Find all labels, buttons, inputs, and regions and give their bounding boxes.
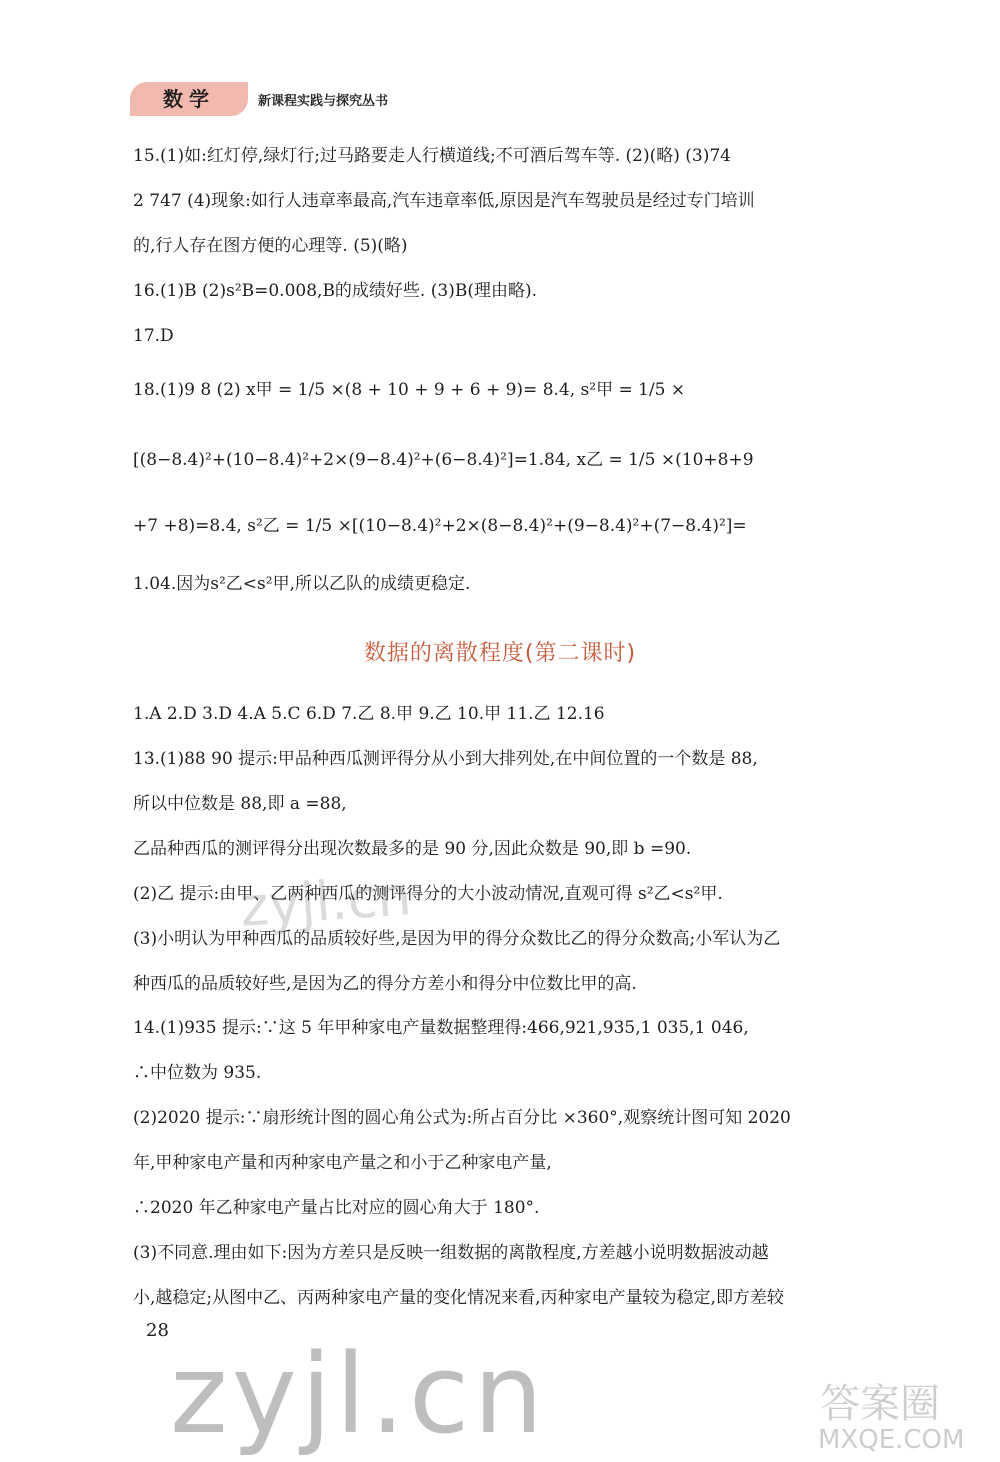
series-title: 新课程实践与探究丛书: [258, 94, 389, 109]
text-line: (3)不同意.理由如下:因为方差只是反映一组数据的离散程度,方差越小说明数据波动越: [133, 1243, 769, 1263]
text-line: 18.(1)9 8 (2) x甲 = 1/5 ×(8 + 10 + 9 + 6 + 9)= 8.4, s²甲 = 1/5 ×: [133, 380, 686, 400]
text-line: 1.A 2.D 3.D 4.A 5.C 6.D 7.乙 8.甲 9.乙 10.甲 11.乙 12.16: [133, 704, 605, 724]
text-line: 种西瓜的品质较好些,是因为乙的得分方差小和得分中位数比甲的高.: [133, 974, 637, 994]
text-line: ∴2020 年乙种家电产量占比对应的圆心角大于 180°.: [133, 1198, 540, 1218]
text-line: 14.(1)935 提示:∵这 5 年甲种家电产量数据整理得:466,921,935,1 035,1 046,: [133, 1018, 749, 1038]
text-line: 乙品种西瓜的测评得分出现次数最多的是 90 分,因此众数是 90,即 b =90.: [133, 839, 692, 859]
section-title: 数据的离散程度(第二课时): [363, 641, 637, 666]
page-header: [130, 82, 430, 116]
text-line: ∴中位数为 935.: [133, 1063, 262, 1083]
text-line: 所以中位数是 88,即 a =88,: [133, 794, 347, 814]
text-line: 的,行人存在图方便的心理等. (5)(略): [133, 236, 408, 256]
text-line: (3)小明认为甲种西瓜的品质较好些,是因为甲的得分众数比乙的得分众数高;小军认为乙: [133, 929, 781, 949]
text-line: [(8−8.4)²+(10−8.4)²+2×(9−8.4)²+(6−8.4)²]=1.84, x乙 = 1/5 ×(10+8+9: [133, 450, 754, 470]
text-line: (2)乙 提示:由甲、乙两种西瓜的测评得分的大小波动情况,直观可得 s²乙<s²甲.: [133, 884, 723, 904]
watermark-corner-logo: 答案圈: [820, 1381, 940, 1427]
text-line: 2 747 (4)现象:如行人违章率最高,汽车违章率低,原因是汽车驾驶员是经过专门培训: [133, 191, 755, 211]
watermark-center: zyjl.cn: [238, 864, 414, 939]
subject-label: 数学: [163, 87, 215, 111]
text-line: 年,甲种家电产量和丙种家电产量之和小于乙种家电产量,: [133, 1153, 552, 1173]
page-number: 28: [146, 1320, 169, 1341]
watermark-bottom: zyjl.cn: [170, 1330, 548, 1458]
text-line: +7 +8)=8.4, s²乙 = 1/5 ×[(10−8.4)²+2×(8−8.4)²+(9−8.4)²+(7−8.4)²]=: [133, 516, 747, 536]
text-line: (2)2020 提示:∵扇形统计图的圆心角公式为:所占百分比 ×360°,观察统计图可知 2020: [133, 1108, 791, 1128]
watermark-corner-url: MXQE.COM: [818, 1425, 965, 1455]
text-line: 16.(1)B (2)s²B=0.008,B的成绩好些. (3)B(理由略).: [133, 281, 537, 301]
text-line: 17.D: [133, 326, 174, 346]
text-line: 小,越稳定;从图中乙、丙两种家电产量的变化情况来看,丙种家电产量较为稳定,即方差较: [133, 1288, 784, 1308]
text-line: 15.(1)如:红灯停,绿灯行;过马路要走人行横道线;不可酒后驾车等. (2)(略) (3)74: [133, 146, 731, 166]
text-line: 1.04.因为s²乙<s²甲,所以乙队的成绩更稳定.: [133, 574, 471, 594]
text-line: 13.(1)88 90 提示:甲品种西瓜测评得分从小到大排列处,在中间位置的一个数是 88,: [133, 749, 758, 769]
